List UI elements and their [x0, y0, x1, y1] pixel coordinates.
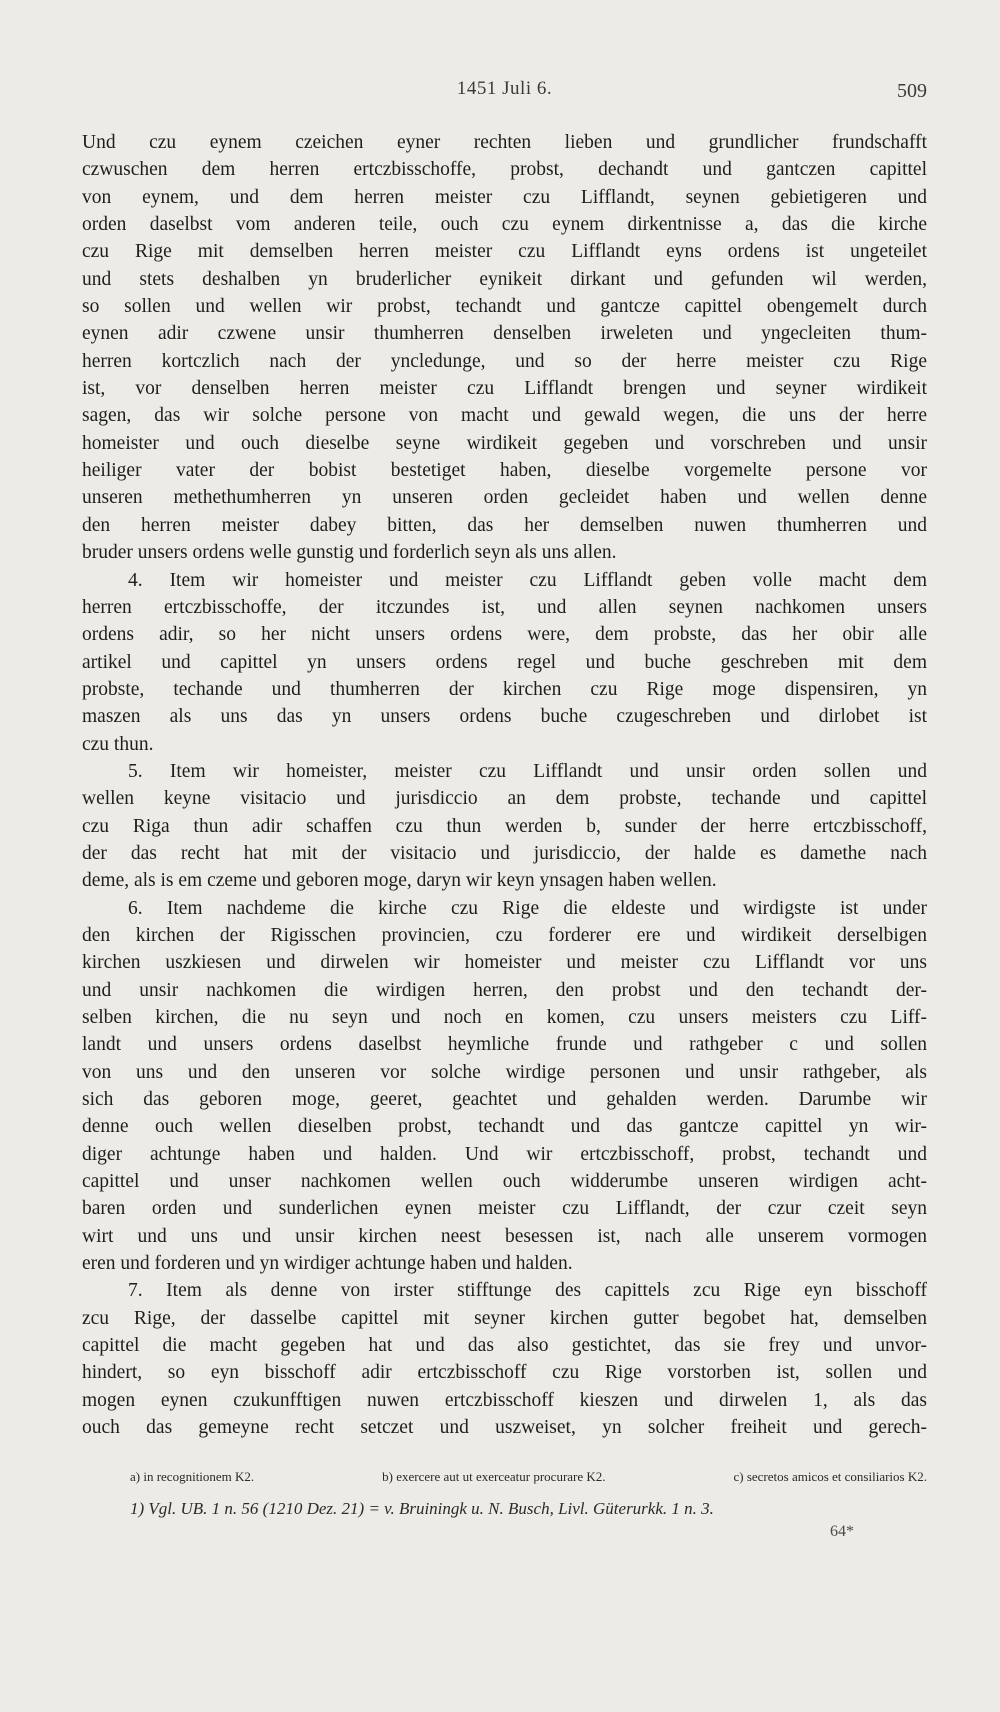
- footnotes: [130, 1467, 927, 1521]
- text-line: sagen, das wir solche persone von macht und gewald wegen, die uns der herre: [82, 405, 927, 427]
- text-line: wellen keyne visitacio und jurisdiccio an dem probste, techande und capittel: [82, 788, 927, 810]
- text-line: probste, techande und thumherren der kirchen czu Rige moge dispensiren, yn: [82, 678, 927, 700]
- text-line: czu Rige mit demselben herren meister czu Lifflandt eyns ordens ist ungeteilet: [82, 241, 927, 263]
- text-line: orden daselbst vom anderen teile, ouch czu eynem dirkentnisse a, das die kirche: [82, 214, 927, 236]
- text-line: mogen eynen czukunfftigen nuwen ertczbisschoff kieszen und dirwelen 1, als das: [82, 1389, 927, 1411]
- text-line: czu Riga thun adir schaffen czu thun werden b, sunder der herre ertczbisschoff,: [82, 815, 927, 837]
- footnote-reference: 1) Vgl. UB. 1 n. 56 (1210 Dez. 21) = v. Bruiningk u. N. Busch, Livl. Güterurkk. 1 n. 3.: [130, 1499, 714, 1518]
- text-line: den herren meister dabey bitten, das her demselben nuwen thumherren und: [82, 514, 927, 536]
- text-line: artikel und capittel yn unsers ordens regel und buche geschreben mit dem: [82, 651, 927, 673]
- text-line: eren und forderen und yn wirdiger achtunge haben und halden.: [82, 1253, 573, 1275]
- text-line: maszen als uns das yn unsers ordens buche czugeschreben und dirlobet ist: [82, 706, 927, 728]
- text-line: und stets deshalben yn bruderlicher eynikeit dirkant und gefunden wil werden,: [82, 268, 927, 290]
- text-line: von eynem, und dem herren meister czu Lifflandt, seynen gebietigeren und: [82, 186, 927, 208]
- text-line: herren kortczlich nach der yncledunge, und so der herre meister czu Rige: [82, 350, 927, 372]
- paragraph-4-start: 4. Item wir homeister und meister czu Lifflandt geben volle macht dem: [128, 569, 927, 591]
- text-line: zcu Rige, der dasselbe capittel mit seyner kirchen gutter begobet hat, demselben: [82, 1307, 927, 1329]
- text-line: capittel und unser nachkomen wellen ouch widderumbe unseren wirdigen acht-: [82, 1171, 927, 1193]
- text-line: ist, vor denselben herren meister czu Lifflandt brengen und seyner wirdikeit: [82, 378, 927, 400]
- text-line: der das recht hat mit der visitacio und jurisdiccio, der halde es damethe nach: [82, 842, 927, 864]
- text-line: so sollen und wellen wir probst, techandt und gantcze capittel obengemelt durch: [82, 296, 927, 318]
- text-line: ordens adir, so her nicht unsers ordens were, dem probste, das her obir alle: [82, 624, 927, 646]
- footnote-c: c) secretos amicos et consiliarios K2.: [733, 1469, 927, 1484]
- text-line: heiliger vater der bobist bestetiget haben, dieselbe vorgemelte persone vor: [82, 460, 927, 482]
- text-line: homeister und ouch dieselbe seyne wirdikeit gegeben und vorschreben und unsir: [82, 432, 927, 454]
- text-line: baren orden und sunderlichen eynen meister czu Lifflandt, der czur czeit seyn: [82, 1198, 927, 1220]
- text-line: czu thun.: [82, 733, 154, 755]
- text-line: selben kirchen, die nu seyn und noch en komen, czu unsers meisters czu Liff-: [82, 1007, 927, 1028]
- text-line: den kirchen der Rigisschen provincien, czu forderer ere und wirdikeit derselbigen: [82, 924, 927, 946]
- text-line: bruder unsers ordens welle gunstig und forderlich seyn als uns allen.: [82, 542, 617, 564]
- text-line: unseren methethumherren yn unseren orden gecleidet haben und wellen denne: [82, 487, 927, 509]
- text-line: diger achtunge haben und halden. Und wir ertczbisschoff, probst, techandt und: [82, 1143, 927, 1165]
- text-line: und unsir nachkomen die wirdigen herren, den probst und den techandt der-: [82, 979, 927, 1001]
- text-line: sich das geboren moge, geeret, geachtet und gehalden werden. Darumbe wir: [82, 1089, 927, 1111]
- text-line: denne ouch wellen dieselben probst, techandt und das gantcze capittel yn wir-: [82, 1116, 927, 1138]
- text-line: herren ertczbisschoffe, der itczundes ist, und allen seynen nachkomen unsers: [82, 596, 927, 618]
- text-line: capittel die macht gegeben hat und das also gestichtet, das sie frey und unvor-: [82, 1335, 927, 1357]
- paragraph-6-start: 6. Item nachdeme die kirche czu Rige die eldeste und wirdigste ist under: [128, 897, 927, 919]
- header-date: 1451 Juli 6.: [456, 78, 553, 99]
- footnote-b: b) exercere aut ut exerceatur procurare K2.: [382, 1469, 606, 1484]
- text-line: eynen adir czwene unsir thumherren denselben irweleten und yngecleiten thum-: [82, 323, 927, 345]
- text-line: deme, als is em czeme und geboren moge, daryn wir keyn ynsagen haben wellen.: [82, 870, 717, 892]
- text-line: ouch das gemeyne recht setczet und uszweiset, yn solcher freiheit und gerech-: [82, 1417, 927, 1439]
- page-number: 509: [897, 80, 927, 102]
- paragraph-7-start: 7. Item als denne von irster stifftunge des capittels zcu Rige eyn bisschoff: [128, 1280, 927, 1302]
- text-line: kirchen uszkiesen und dirwelen wir homeister und meister czu Lifflandt vor uns: [82, 952, 927, 974]
- paragraph-5-start: 5. Item wir homeister, meister czu Lifflandt und unsir orden sollen und: [128, 760, 927, 782]
- text-line: wirt und uns und unsir kirchen neest besessen ist, nach alle unserem vormogen: [82, 1225, 927, 1247]
- text-line: hindert, so eyn bisschoff adir ertczbisschoff czu Rige vorstorben ist, sollen und: [82, 1362, 927, 1384]
- variant-notes: [130, 1467, 927, 1487]
- body-text: [82, 129, 927, 1442]
- footnote-a: a) in recognitionem K2.: [130, 1469, 255, 1484]
- page-header: [82, 78, 927, 108]
- text-line: Und czu eynem czeichen eyner rechten lieben und grundlicher frundschafft: [82, 132, 927, 153]
- text-line: landt und unsers ordens daselbst heymliche frunde und rathgeber c und sollen: [82, 1034, 927, 1056]
- text-line: von uns und den unseren vor solche wirdige personen und unsir rathgeber, als: [82, 1061, 927, 1083]
- text-line: czwuschen dem herren ertczbisschoffe, probst, dechandt und gantczen capittel: [82, 159, 927, 181]
- sheet-signature: 64*: [830, 1523, 854, 1540]
